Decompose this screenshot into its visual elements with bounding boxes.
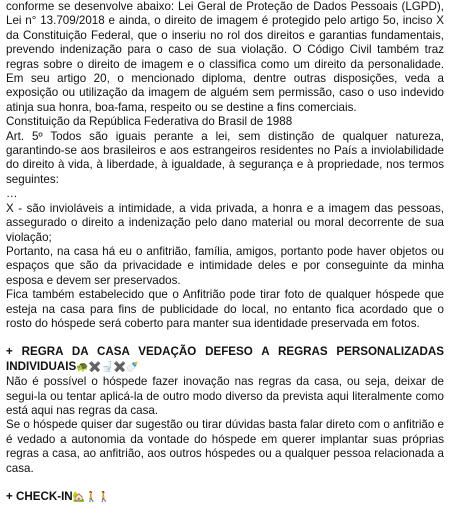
article-5-paragraph: Art. 5º Todos são iguais perante a lei, sem distinção de qualquer natureza, garantindo-se aos brasileiros e aos estrangeiros residentes no País a inviolabilidade do direito à vida, à liberdade, à igualdade, à segurança e à propriedade, nos termos seguintes:: [6, 129, 444, 186]
house-rules-heading: [6, 345, 444, 375]
check-in-heading-text: + CHECK-IN: [6, 490, 73, 503]
constitution-title: Constituição da República Federativa do Brasil de 1988: [6, 115, 293, 129]
check-in-heading: [6, 490, 444, 505]
house-walking-person-icons: 🏡🚶🚶: [72, 492, 111, 503]
ellipsis: …: [6, 187, 18, 201]
spacer: [6, 476, 444, 490]
suggestions-paragraph: Se o hóspede quiser dar sugestão ou tirar dúvidas basta falar direto com o anfitrião e é vedado a autonomia da vontade do hóspede em querer implantar suas próprias regras a casa, ao anfitrião, aos outros hóspedes ou a qualquer pessoa relacionada a casa.: [6, 418, 444, 475]
no-innovation-paragraph: Não é possível o hóspede fazer inovação nas regras da casa, ou seja, deixar de segui-la ou tentar aplicá-la de outro modo diverso da prevista aqui literalmente como está aqui nas regras da casa.: [6, 375, 444, 417]
photo-paragraph: Fica também estabelecido que o Anfitrião pode tirar foto de qualquer hóspede que esteja na casa para fins de publicidade do local, no entanto fica acordado que o rosto do hóspede será coberto para manter sua identidade preservada em fotos.: [6, 288, 444, 330]
lgpd-paragraph: conforme se desenvolve abaixo: Lei Geral de Proteção de Dados Pessoais (LGPD), Lei n° 13.709/2018 e ainda, o direito de imagem é protegido pelo artigo 5o, inciso X da Constituição Federal, que o inseriu no rol dos direitos e garantias fundamentais, prevendo indenização para o caso de sua violação. O Código Civil também traz regras sobre o direito de imagem e o classifica como um direito da personalidade. Em seu artigo 20, o mencionado diploma, dentre outras disposições, veda a exposição ou utilização da imagem de alguém sem permissão, caso o uso indevido atinja sua honra, boa-fama, respeito ou se destine a fins comerciais.: [6, 0, 444, 114]
turtle-cross-toilet-bottle-icons: 🐢✖️🚽✖️🍼: [76, 361, 139, 373]
house-rules-heading-text: + REGRA DA CASA VEDAÇÃO DEFESO A REGRAS PERSONALIZADAS INDIVIDUAIS: [6, 345, 444, 373]
inciso-x-paragraph: X - são invioláveis a intimidade, a vida privada, a honra e a imagem das pessoas, assegurado o direito a indenização pelo dano material ou moral decorrente de sua violação;: [6, 201, 444, 244]
spacer: [6, 331, 444, 345]
privacy-paragraph: Portanto, na casa há eu o anfitrião, família, amigos, portanto pode haver objetos ou espaços que são da privacidade e intimidade deles e por conseguinte da minha esposa e devem ser preservados.: [6, 244, 444, 287]
